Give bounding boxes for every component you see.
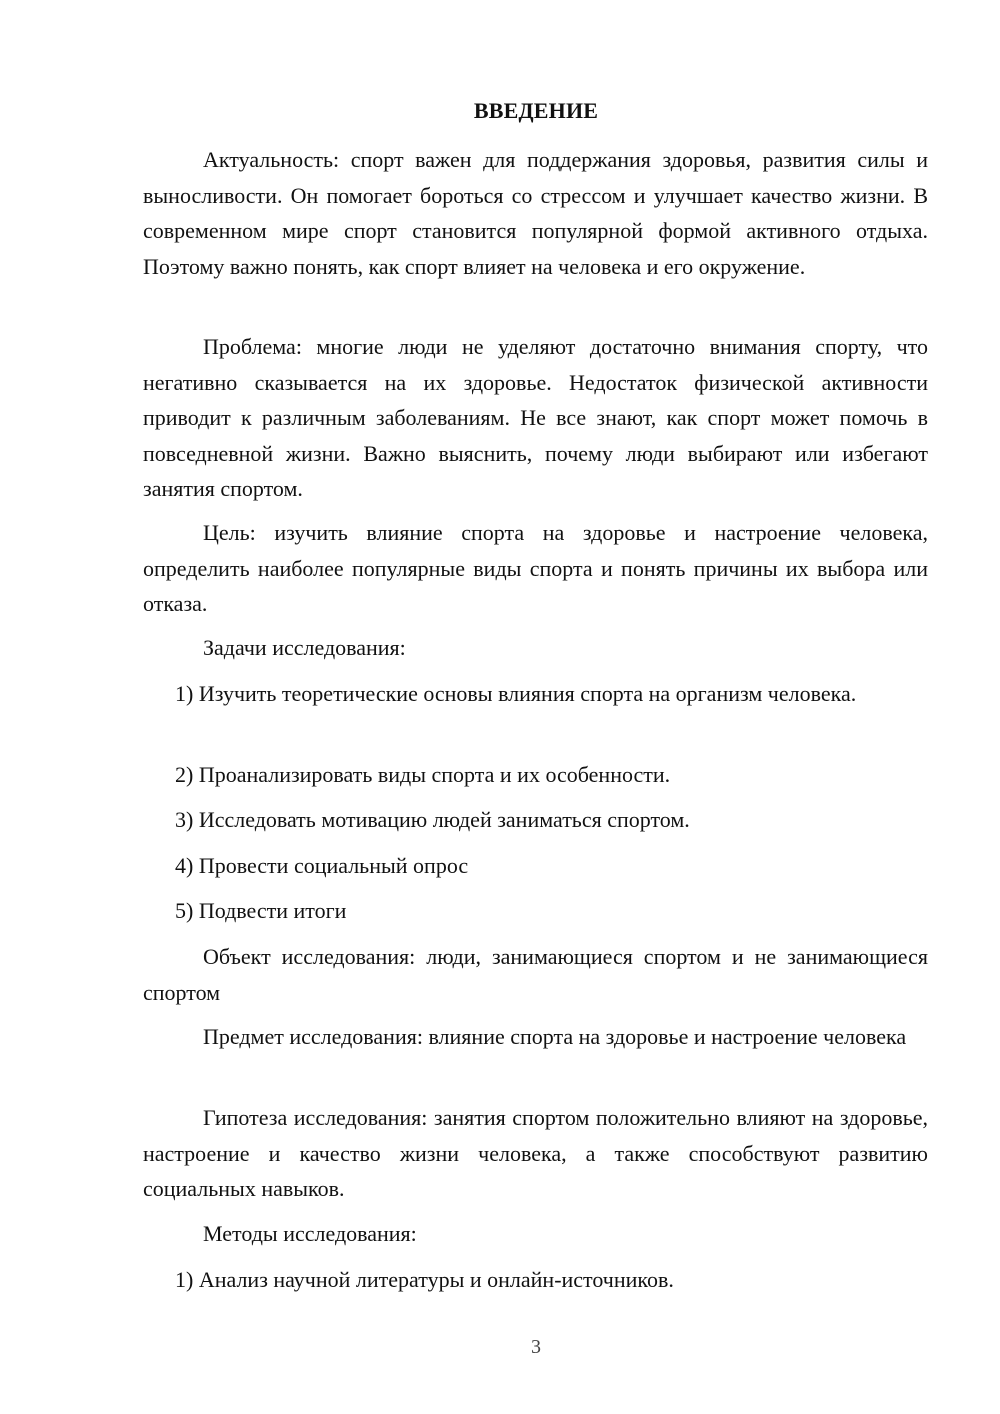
task-item-2: 2) Проанализировать виды спорта и их особенности.: [175, 762, 671, 787]
section-heading: ВВЕДЕНИЕ: [473, 98, 599, 123]
page-number: 3: [531, 1336, 541, 1358]
methods-heading: Методы исследования:: [203, 1221, 417, 1246]
tasks-heading: Задачи исследования:: [203, 635, 406, 660]
task-item-4: 4) Провести социальный опрос: [175, 853, 469, 878]
goal-paragraph: Цель: изучить влияние спорта на здоровье и настроение человека, определить наиболее популярные виды спорта и понять причины их выбора или отказа.: [143, 520, 928, 617]
subject-paragraph: Предмет исследования: влияние спорта на здоровье и настроение человека: [203, 1024, 907, 1049]
task-item-3: 3) Исследовать мотивацию людей заниматься спортом.: [175, 807, 690, 832]
method-item-1: 1) Анализ научной литературы и онлайн-источников.: [175, 1267, 674, 1292]
hypothesis-paragraph: Гипотеза исследования: занятия спортом положительно влияют на здоровье, настроение и качество жизни человека, а также способствуют развитию социальных навыков.: [143, 1105, 928, 1202]
problem-paragraph: Проблема: многие люди не уделяют достаточно внимания спорту, что негативно сказывается на их здоровье. Недостаток физической активности приводит к различным заболеваниям. Не все знают, как спорт может помочь в повседневной жизни. Важно выяснить, почему люди выбирают или избегают занятия спортом.: [143, 334, 928, 502]
object-paragraph: Объект исследования: люди, занимающиеся спортом и не занимающиеся спортом: [143, 944, 928, 1005]
task-item-1: 1) Изучить теоретические основы влияния спорта на организм человека.: [175, 681, 857, 706]
relevance-paragraph: Актуальность: спорт важен для поддержания здоровья, развития силы и выносливости. Он помогает бороться со стрессом и улучшает качество жизни. В современном мире спорт становится популярной формой активного отдыха. Поэтому важно понять, как спорт влияет на человека и его окружение.: [143, 147, 928, 279]
task-item-5: 5) Подвести итоги: [175, 898, 347, 923]
